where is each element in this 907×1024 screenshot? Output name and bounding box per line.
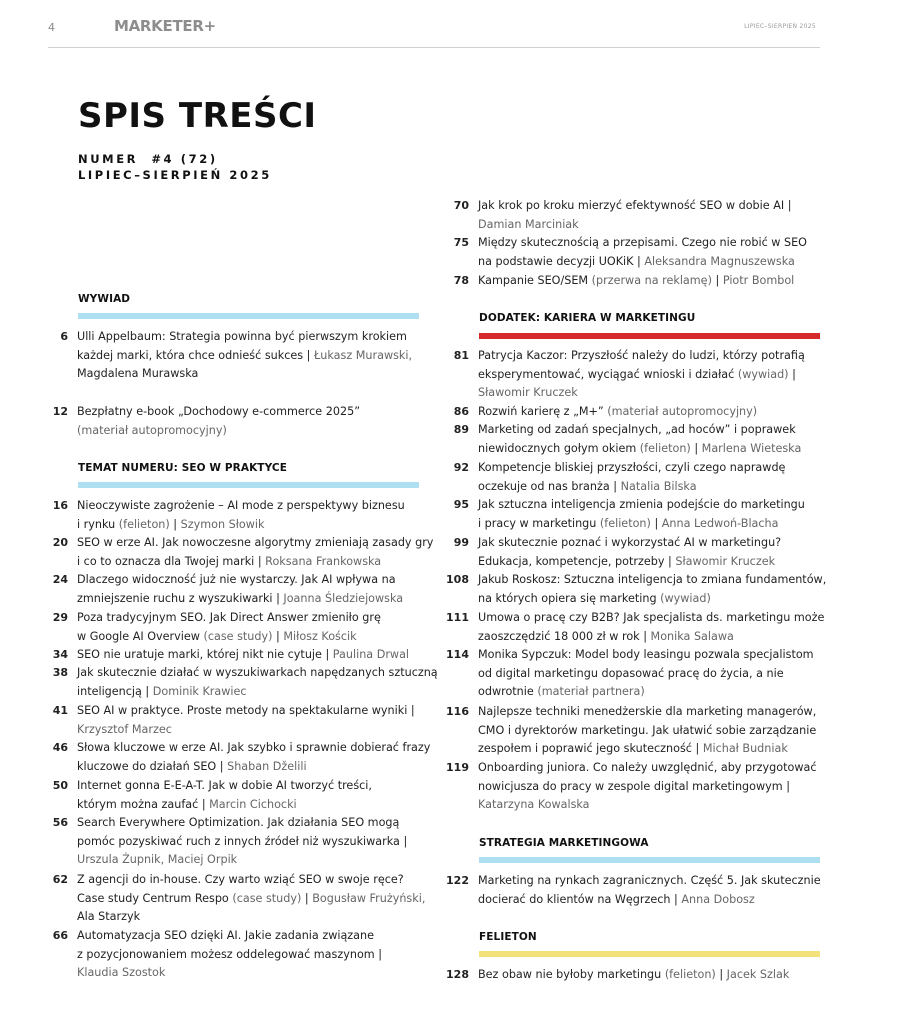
header-divider bbox=[48, 47, 820, 48]
toc-entry-line: i rynku (felieton) | Szymon Słowik bbox=[77, 517, 265, 531]
toc-entry-text bbox=[77, 927, 382, 983]
toc-entry-line: oczekuje od nas branża | Natalia Bilska bbox=[478, 479, 697, 493]
toc-entry-line: Kompetencje bliskiej przyszłości, czyli czego naprawdę bbox=[478, 461, 786, 474]
toc-entry-text bbox=[77, 609, 381, 646]
toc-entry-text bbox=[77, 646, 409, 665]
toc-page-number: 46 bbox=[52, 741, 68, 754]
toc-entry-text bbox=[478, 646, 814, 702]
toc-entry-text bbox=[77, 497, 405, 534]
section-bar-wywiad bbox=[78, 313, 419, 319]
section-title-kariera: DODATEK: KARIERA W MARKETINGU bbox=[479, 312, 696, 324]
toc-entry-line: Search Everywhere Optimization. Jak działania SEO mogą bbox=[77, 816, 400, 829]
toc-page-number: 75 bbox=[453, 236, 469, 249]
toc-entry-line: kluczowe do działań SEO | Shaban Dželili bbox=[77, 759, 307, 773]
toc-entry-line: Kampanie SEO/SEM (przerwa na reklamę) | Piotr Bombol bbox=[478, 274, 795, 287]
toc-page-number: 92 bbox=[453, 461, 469, 474]
toc-entry-line: Edukacja, kompetencje, potrzeby | Sławomir Kruczek bbox=[478, 554, 776, 568]
toc-entry-line: niewidocznych gołym okiem (felieton) | Marlena Wieteska bbox=[478, 441, 802, 455]
toc-entry-line: z pozycjonowaniem możesz oddelegować maszynom | bbox=[77, 947, 383, 961]
toc-entry-text bbox=[478, 759, 817, 815]
toc-page-number: 24 bbox=[52, 573, 68, 586]
toc-entry-text bbox=[478, 703, 816, 759]
toc-page-number: 50 bbox=[52, 779, 68, 792]
section-bar-strategia bbox=[479, 857, 820, 863]
toc-entry-line: na podstawie decyzji UOKiK | Aleksandra Magnuszewska bbox=[478, 254, 795, 268]
toc-entry-line: Sławomir Kruczek bbox=[478, 386, 578, 400]
toc-entry-line: Jak skutecznie działać w wyszukiwarkach napędzanych sztuczną bbox=[77, 666, 438, 679]
page-number: 4 bbox=[48, 21, 55, 34]
toc-page-number: 38 bbox=[52, 666, 68, 679]
page-header bbox=[0, 0, 907, 48]
toc-entry-text bbox=[478, 421, 801, 458]
toc-entry-text bbox=[478, 347, 805, 403]
toc-entry-line: Rozwiń karierę z „M+” (materiał autopromocyjny) bbox=[478, 405, 758, 418]
toc-entry-line: Automatyzacja SEO dzięki AI. Jakie zadania związane bbox=[77, 929, 375, 942]
toc-entry-line: Case study Centrum Respo (case study) | Bogusław Frużyński, bbox=[77, 891, 426, 905]
toc-page-number: 12 bbox=[52, 405, 68, 418]
issue-number: NUMER #4 (72) bbox=[78, 152, 218, 166]
page-title: SPIS TREŚCI bbox=[78, 96, 317, 136]
toc-entry-line: od digital marketingu dopasować pracę do życia, a nie bbox=[478, 666, 784, 680]
toc-entry-line: Najlepsze techniki menedżerskie dla marketing managerów, bbox=[478, 705, 817, 718]
toc-entry-line: SEO AI w praktyce. Proste metody na spektakularne wyniki | bbox=[77, 704, 415, 717]
toc-entry-line: Krzysztof Marzec bbox=[77, 722, 172, 736]
toc-entry-line: zespołem i poprawić jego skuteczność | Michał Budniak bbox=[478, 742, 788, 756]
toc-entry-text bbox=[77, 814, 407, 870]
section-bar-temat-numeru bbox=[78, 482, 419, 488]
toc-entry-text bbox=[478, 459, 785, 496]
toc-entry-line: zmniejszenie ruchu z wyszukiwarki | Joanna Śledziejowska bbox=[77, 591, 404, 605]
toc-entry-line: Onboarding juniora. Co należy uwzględnić, aby przygotować bbox=[478, 761, 817, 774]
toc-entry-line: Jak skutecznie poznać i wykorzystać AI w marketingu? bbox=[478, 536, 782, 549]
section-title-wywiad: WYWIAD bbox=[78, 293, 131, 305]
toc-page-number: 108 bbox=[446, 573, 469, 586]
toc-page-number: 119 bbox=[446, 761, 469, 774]
toc-entry-text bbox=[478, 272, 794, 291]
toc-entry-line: którym można zaufać | Marcin Cichocki bbox=[77, 797, 297, 811]
toc-page-number: 16 bbox=[52, 499, 68, 512]
toc-entry-text bbox=[77, 702, 415, 739]
issue-info bbox=[78, 151, 272, 183]
toc-entry-line: nowicjusza do pracy w zespole digital marketingowym | bbox=[478, 779, 790, 793]
toc-entry-line: Internet gonna E-E-A-T. Jak w dobie AI tworzyć treści, bbox=[77, 779, 372, 792]
toc-entry-line: CMO i dyrektorów marketingu. Jak ułatwić sobie zarządzanie bbox=[478, 723, 817, 737]
toc-entry-text bbox=[77, 777, 372, 814]
toc-page-number: 89 bbox=[453, 423, 469, 436]
toc-entry-line: inteligencją | Dominik Krawiec bbox=[77, 684, 247, 698]
toc-entry-line: pomóc pozyskiwać ruch z innych źródeł niż wyszukiwarka | bbox=[77, 834, 408, 848]
toc-entry-text bbox=[478, 197, 791, 234]
toc-entry-text bbox=[478, 609, 824, 646]
toc-entry-text bbox=[478, 403, 757, 422]
toc-entry-line: Między skutecznością a przepisami. Czego nie robić w SEO bbox=[478, 236, 807, 249]
toc-entry-line: każdej marki, która chce odnieść sukces | Łukasz Murawski, bbox=[77, 348, 413, 362]
toc-entry-line: Bez obaw nie byłoby marketingu (felieton) | Jacek Szlak bbox=[478, 968, 790, 981]
toc-entry-line: Poza tradycyjnym SEO. Jak Direct Answer zmieniło grę bbox=[77, 611, 381, 624]
toc-entry-text bbox=[77, 571, 403, 608]
toc-entry-line: Marketing od zadań specjalnych, „ad hoców” i poprawek bbox=[478, 423, 796, 436]
toc-entry-line: i co to oznacza dla Twojej marki | Roksana Frankowska bbox=[77, 554, 382, 568]
toc-entry-line: odwrotnie (materiał partnera) bbox=[478, 685, 645, 699]
section-bar-felieton bbox=[479, 951, 820, 957]
toc-entry-line: Słowa kluczowe w erze AI. Jak szybko i sprawnie dobierać frazy bbox=[77, 741, 431, 754]
toc-page-number: 122 bbox=[446, 874, 469, 887]
toc-entry-line: Damian Marciniak bbox=[478, 217, 579, 231]
toc-entry-text bbox=[77, 871, 425, 927]
toc-entry-text bbox=[478, 872, 821, 909]
toc-page-number: 116 bbox=[446, 705, 469, 718]
toc-page-number: 128 bbox=[446, 968, 469, 981]
toc-entry-line: zaoszczędzić 18 000 zł w rok | Monika Salawa bbox=[478, 629, 734, 643]
toc-entry-line: Z agencji do in-house. Czy warto wziąć SEO w swoje ręce? bbox=[77, 873, 404, 886]
toc-entry-line: docierać do klientów na Węgrzech | Anna Dobosz bbox=[478, 892, 755, 906]
section-title-temat-numeru: TEMAT NUMERU: SEO W PRAKTYCE bbox=[78, 462, 287, 474]
toc-entry-line: Nieoczywiste zagrożenie – AI mode z perspektywy biznesu bbox=[77, 499, 405, 512]
toc-page-number: 20 bbox=[52, 536, 68, 549]
toc-entry-line: Jak sztuczna inteligencja zmienia podejście do marketingu bbox=[478, 498, 805, 511]
toc-page-number: 66 bbox=[52, 929, 68, 942]
toc-entry-line: SEO nie uratuje marki, której nikt nie cytuje | Paulina Drwal bbox=[77, 648, 410, 661]
toc-entry-line: i pracy w marketingu (felieton) | Anna Ledwoń-Blacha bbox=[478, 516, 779, 530]
section-title-strategia: STRATEGIA MARKETINGOWA bbox=[479, 837, 649, 849]
toc-page-number: 86 bbox=[453, 405, 469, 418]
toc-entry-line: Klaudia Szostok bbox=[77, 966, 166, 980]
toc-entry-line: Patrycja Kaczor: Przyszłość należy do ludzi, którzy potrafią bbox=[478, 349, 805, 362]
issue-date: LIPIEC–SIERPIEŃ 2025 bbox=[78, 168, 272, 182]
toc-entry-text bbox=[478, 496, 805, 533]
toc-entry-line: Urszula Żupnik, Maciej Orpik bbox=[77, 853, 238, 867]
toc-entry-line: (materiał autopromocyjny) bbox=[77, 423, 227, 437]
toc-page-number: 78 bbox=[453, 274, 469, 287]
toc-page-number: 62 bbox=[52, 873, 68, 886]
toc-entry-line: Ulli Appelbaum: Strategia powinna być pierwszym krokiem bbox=[77, 330, 407, 343]
toc-entry-line: Monika Sypczuk: Model body leasingu pozwala specjalistom bbox=[478, 648, 814, 661]
toc-page-number: 34 bbox=[52, 648, 68, 661]
toc-entry-line: na których opiera się marketing (wywiad) bbox=[478, 591, 711, 605]
toc-entry-line: Ala Starzyk bbox=[77, 910, 141, 924]
magazine-logo: MARKETER+ bbox=[114, 17, 216, 35]
toc-page-number: 70 bbox=[453, 199, 469, 212]
header-issue-date: LIPIEC–SIERPIEŃ 2025 bbox=[744, 23, 816, 30]
toc-entry-text bbox=[478, 234, 807, 271]
toc-entry-line: Umowa o pracę czy B2B? Jak specjalista ds. marketingu może bbox=[478, 611, 825, 624]
toc-entry-text bbox=[478, 966, 789, 985]
toc-entry-line: Marketing na rynkach zagranicznych. Część 5. Jak skutecznie bbox=[478, 874, 821, 887]
toc-page-number: 81 bbox=[453, 349, 469, 362]
toc-entry-line: Dlaczego widoczność już nie wystarczy. Jak AI wpływa na bbox=[77, 573, 396, 586]
toc-entry-line: eksperymentować, wyciągać wnioski i działać (wywiad) | bbox=[478, 367, 796, 381]
toc-page-number: 95 bbox=[453, 498, 469, 511]
toc-entry-line: SEO w erze AI. Jak nowoczesne algorytmy zmieniają zasady gry bbox=[77, 536, 434, 549]
toc-page-number: 111 bbox=[446, 611, 469, 624]
toc-entry-text bbox=[77, 534, 433, 571]
toc-entry-line: Magdalena Murawska bbox=[77, 367, 199, 381]
toc-entry-text bbox=[77, 403, 360, 440]
toc-entry-text bbox=[77, 664, 438, 701]
toc-entry-line: Jak krok po kroku mierzyć efektywność SEO w dobie AI | bbox=[478, 199, 792, 212]
toc-entry-text bbox=[77, 328, 412, 384]
toc-entry-line: w Google AI Overview (case study) | Miłosz Kościk bbox=[77, 629, 357, 643]
toc-page-number: 6 bbox=[60, 330, 68, 343]
toc-entry-line: Katarzyna Kowalska bbox=[478, 798, 590, 812]
toc-entry-line: Bezpłatny e-book „Dochodowy e-commerce 2025” bbox=[77, 405, 360, 418]
toc-entry-text bbox=[478, 571, 826, 608]
toc-page-number: 41 bbox=[52, 704, 68, 717]
section-title-felieton: FELIETON bbox=[479, 931, 537, 943]
toc-entry-text bbox=[478, 534, 781, 571]
toc-page-number: 114 bbox=[446, 648, 469, 661]
toc-page-number: 99 bbox=[453, 536, 469, 549]
toc-page-number: 29 bbox=[52, 611, 68, 624]
section-bar-kariera bbox=[479, 333, 820, 339]
toc-page-number: 56 bbox=[52, 816, 68, 829]
toc-entry-line: Jakub Roskosz: Sztuczna inteligencja to zmiana fundamentów, bbox=[478, 573, 827, 586]
toc-entry-text bbox=[77, 739, 430, 776]
